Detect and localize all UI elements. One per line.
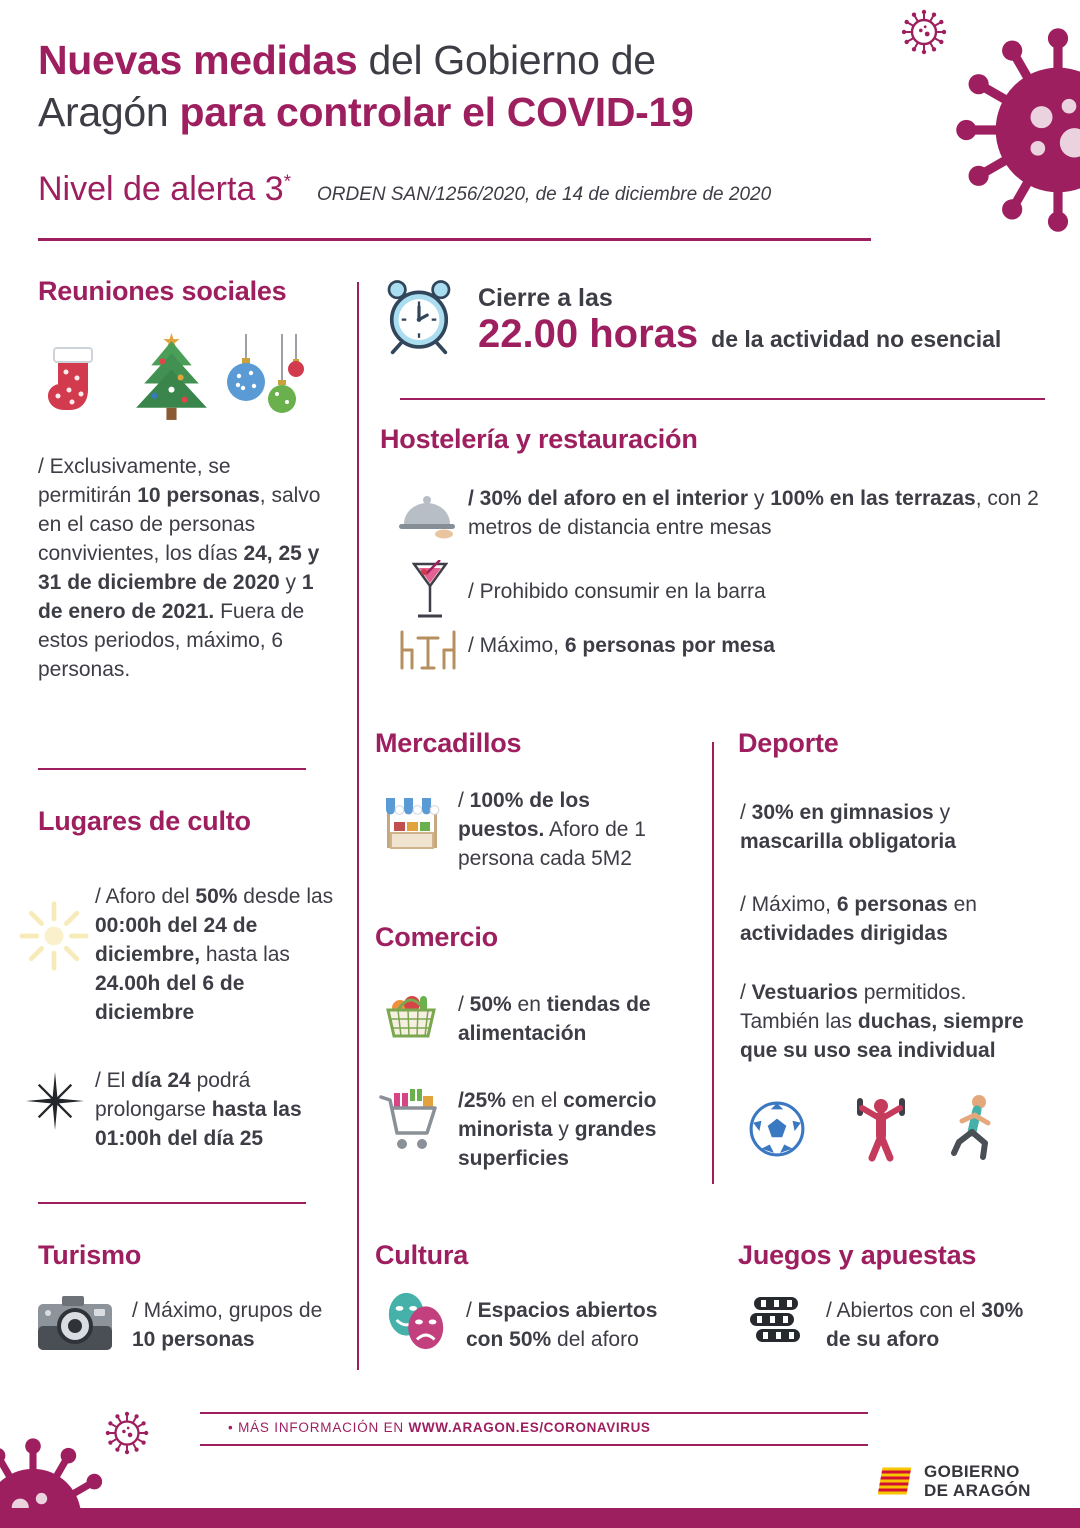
column-divider (712, 742, 714, 1184)
deporte-item-1: / 30% en gimnasios y mascarilla obligatoria (740, 801, 956, 853)
star-icon (26, 1072, 84, 1130)
header-divider (38, 238, 871, 241)
cultura-text: / Espacios abiertos con 50% del aforo (466, 1299, 658, 1351)
alarm-clock-icon (382, 276, 456, 356)
table-chairs-icon (396, 628, 460, 670)
alert-level-row (38, 170, 771, 209)
market-stall-icon (382, 792, 442, 854)
section-title-hosteleria: Hostelería y restauración (380, 424, 698, 454)
aragon-flag-icon (878, 1467, 914, 1495)
virus-icon (948, 20, 1080, 240)
footer-divider-bottom (200, 1444, 868, 1446)
cloche-icon (398, 490, 456, 540)
gobierno-aragon-logo (878, 1462, 1031, 1500)
runner-icon (944, 1092, 1000, 1164)
hosteleria-item-2: / Prohibido consumir en la barra (468, 580, 766, 603)
juegos-text: / Abiertos con el 30% de su aforo (826, 1299, 1024, 1351)
grocery-basket-icon (382, 984, 440, 1042)
closing-time: 22.00 horas (478, 312, 699, 356)
virus-icon (900, 8, 948, 56)
logo-text (924, 1462, 1031, 1500)
mercadillos-text: / 100% de los puestos. Aforo de 1 persona cada 5M2 (458, 789, 646, 870)
hosteleria-item-3: / Máximo, 6 personas por mesa (468, 634, 775, 657)
title-line-1: Nuevas medidas del Gobierno de (38, 37, 656, 83)
divider (38, 768, 306, 770)
section-title-juegos: Juegos y apuestas (738, 1240, 977, 1270)
section-title-comercio: Comercio (375, 922, 498, 952)
section-title-mercadillos: Mercadillos (375, 728, 522, 758)
section-title-lugares-de-culto: Lugares de culto (38, 806, 251, 836)
alert-footnote-mark: * (283, 170, 291, 192)
section-title-turismo: Turismo (38, 1240, 142, 1270)
christmas-stocking-icon (44, 338, 106, 428)
cocktail-icon (412, 560, 448, 624)
turismo-text: / Máximo, grupos de 10 personas (132, 1299, 323, 1351)
footer-divider-top (200, 1412, 868, 1414)
column-divider (357, 282, 359, 1370)
closing-time-row (478, 312, 1001, 357)
logo-line-2: DE ARAGÓN (924, 1481, 1031, 1500)
section-title-deporte: Deporte (738, 728, 839, 758)
reuniones-text: / Exclusivamente, se permitirán 10 personas, salvo en el caso de personas convivientes, los días 24, 25 y 31 de diciembre de 2020 y 1 de enero de 2021. Fuera de estos periodos, máximo, 6 personas. (38, 455, 321, 681)
page-title (38, 34, 868, 138)
closing-line2: de la actividad no esencial (711, 326, 1002, 352)
title-line-2: Aragón para controlar el COVID-19 (38, 89, 694, 135)
shopping-cart-icon (377, 1084, 445, 1156)
order-reference: ORDEN SAN/1256/2020, de 14 de diciembre de 2020 (316, 184, 772, 205)
section-title-reuniones-sociales: Reuniones sociales (38, 276, 287, 306)
soccer-ball-icon (748, 1100, 806, 1158)
christmas-baubles-icon (224, 334, 306, 428)
comercio-item-2: /25% en el comercio minorista y grandes superficies (458, 1089, 657, 1170)
theater-masks-icon (383, 1290, 451, 1352)
logo-line-1: GOBIERNO (924, 1462, 1020, 1481)
camera-icon (36, 1292, 114, 1354)
hosteleria-item-1: / 30% del aforo en el interior y 100% en las terrazas, con 2 metros de distancia entre mesas (468, 487, 1039, 539)
divider (38, 1202, 306, 1204)
comercio-item-1: / 50% en tiendas de alimentación (458, 993, 651, 1045)
culto-item-1: / Aforo del 50% desde las 00:00h del 24 de diciembre, hasta las 24.00h del 6 de diciembre (95, 885, 334, 1024)
deporte-item-2: / Máximo, 6 personas en actividades dirigidas (740, 893, 977, 945)
alert-level (38, 170, 291, 209)
weightlifter-icon (848, 1092, 914, 1162)
section-title-cultura: Cultura (375, 1240, 469, 1270)
sun-icon (16, 898, 92, 974)
footer-info: • MÁS INFORMACIÓN EN WWW.ARAGON.ES/CORONAVIRUS (228, 1420, 651, 1435)
poker-chips-icon (748, 1292, 802, 1350)
christmas-tree-icon (124, 330, 220, 428)
alert-level-text: Nivel de alerta 3 (38, 170, 284, 208)
bottom-bar (0, 1508, 1080, 1528)
closing-line1: Cierre a las (478, 284, 613, 312)
divider (400, 398, 1045, 400)
culto-item-2: / El día 24 podrá prolongarse hasta las 01:00h del día 25 (95, 1069, 302, 1150)
deporte-item-3: / Vestuarios permitidos. También las duchas, siempre que su uso sea individual (740, 981, 1024, 1062)
